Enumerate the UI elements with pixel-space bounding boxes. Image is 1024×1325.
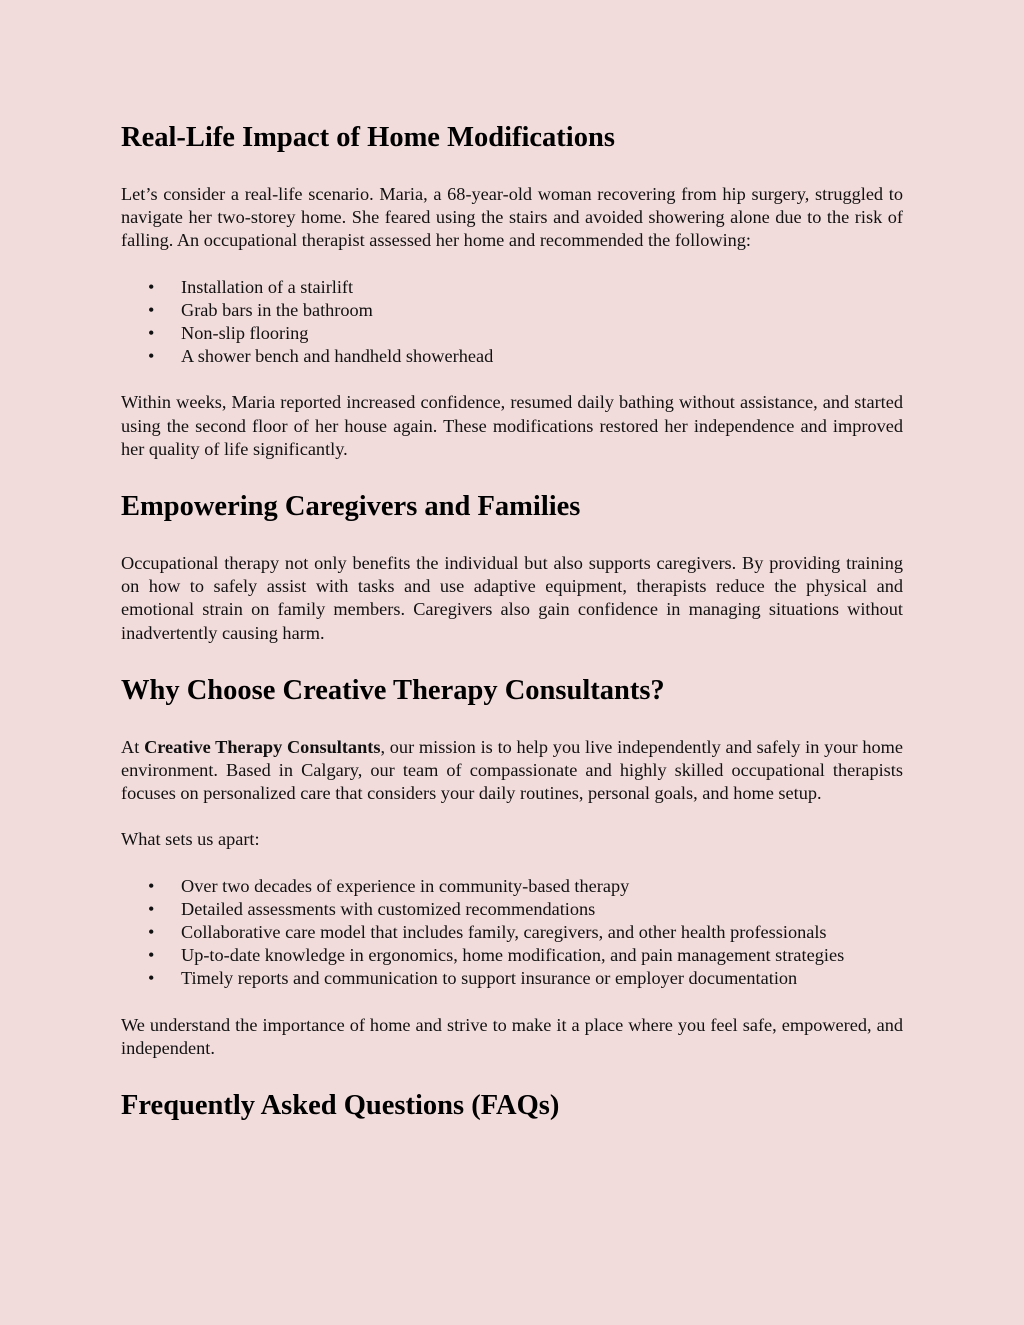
list-item: • Collaborative care model that includes family, caregivers, and other health professionals	[181, 921, 903, 944]
list-item: • Timely reports and communication to support insurance or employer documentation	[181, 967, 903, 990]
list-item: • Over two decades of experience in community-based therapy	[181, 875, 903, 898]
section-paragraph: Within weeks, Maria reported increased confidence, resumed daily bathing without assistance, and started using the second floor of her house again. These modifications restored her independence and improved her quality of life significantly.	[121, 392, 903, 459]
paragraph-rest: , our mission is to help you live independently and safely in your home environment. Based in Calgary, our team of compassionate and highly skilled occupational therapists focuses on personalized care that considers your daily routines, personal goals, and home setup.	[121, 736, 903, 804]
list-item: • A shower bench and handheld showerhead	[181, 345, 903, 368]
list-item: • Grab bars in the bathroom	[181, 299, 903, 322]
section-heading: Empowering Caregivers and Families	[121, 491, 581, 523]
bullet-list	[121, 875, 903, 991]
list-lead: What sets us apart:	[121, 829, 260, 850]
section-empowering-caregivers	[121, 487, 903, 645]
section-paragraph: We understand the importance of home and strive to make it a place where you feel safe, empowered, and independent.	[121, 1014, 903, 1058]
section-paragraph: Occupational therapy not only benefits the individual but also supports caregivers. By providing training on how to safely assist with tasks and use adaptive equipment, therapists reduce the physical and emotional strain on family members. Caregivers also gain confidence in managing situations without inadvertently causing harm.	[121, 553, 903, 643]
section-why-choose	[121, 671, 903, 1060]
bullet-list	[121, 276, 903, 369]
paragraph-prefix: At	[121, 736, 145, 757]
section-faqs	[121, 1086, 903, 1126]
list-item: • Installation of a stairlift	[181, 276, 903, 299]
section-paragraph	[121, 736, 903, 806]
section-heading: Why Choose Creative Therapy Consultants?	[121, 674, 665, 706]
list-item: • Up-to-date knowledge in ergonomics, home modification, and pain management strategies	[181, 944, 903, 967]
company-name: Creative Therapy Consultants	[144, 736, 381, 757]
list-item: • Detailed assessments with customized recommendations	[181, 898, 903, 921]
section-real-life-impact	[121, 118, 903, 461]
section-heading: Frequently Asked Questions (FAQs)	[121, 1090, 560, 1122]
document-content	[121, 118, 903, 1126]
section-heading: Real-Life Impact of Home Modifications	[121, 122, 615, 153]
list-item: • Non-slip flooring	[181, 322, 903, 345]
section-paragraph: Let’s consider a real-life scenario. Maria, a 68-year-old woman recovering from hip surgery, struggled to navigate her two-storey home. She feared using the stairs and avoided showering alone due to the risk of falling. An occupational therapist assessed her home and recommended the following:	[121, 184, 903, 251]
